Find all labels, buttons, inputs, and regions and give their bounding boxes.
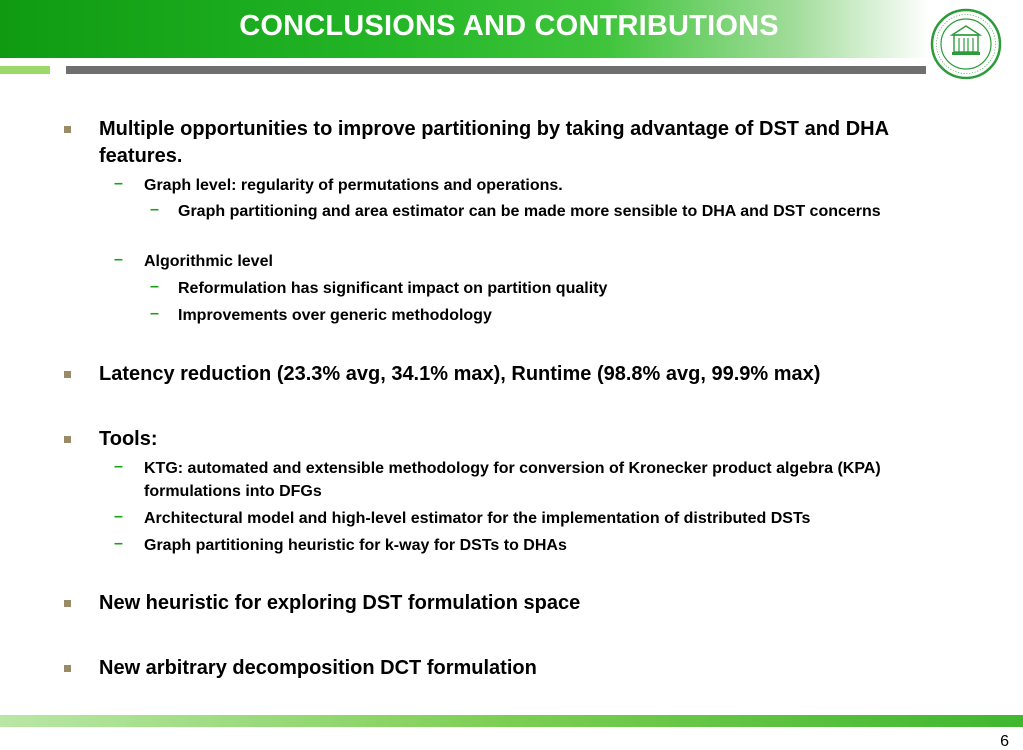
bullet-3-text: Tools: [99,428,158,450]
bullet-2-text: Latency reduction (23.3% avg, 34.1% max), Runtime (98.8% avg, 99.9% max) [99,363,821,385]
bullet-marker [64,371,71,378]
dash-marker: – [114,458,123,475]
bullet-4-text: New heuristic for exploring DST formulation space [99,592,581,614]
dash-marker: – [150,201,159,218]
dash-marker: – [114,175,123,192]
bullet-1-sub-2-sub-1-text: Reformulation has significant impact on partition quality [178,280,608,297]
dash-marker: – [114,535,123,552]
bullet-3-sub-2-text: Architectural model and high-level estimator for the implementation of distributed DSTs [144,510,811,527]
bullet-5-text: New arbitrary decomposition DCT formulation [99,657,537,679]
bullet-1-sub-1-text: Graph level: regularity of permutations and operations. [144,177,563,194]
bullet-marker [64,126,71,133]
bullet-3-sub-3-text: Graph partitioning heuristic for k-way for DSTs to DHAs [144,537,567,554]
bullet-1-sub-1-sub-1-text: Graph partitioning and area estimator can be made more sensible to DHA and DST concerns [178,203,881,220]
footer-band [0,715,1023,727]
bullet-3-sub-1-text: KTG: automated and extensible methodology for conversion of Kronecker product algebra (KPA) formulations into DFGs [144,460,881,500]
dash-marker: – [114,251,123,268]
dash-marker: – [150,305,159,322]
dash-marker: – [114,508,123,525]
bullet-marker [64,600,71,607]
dash-marker: – [150,278,159,295]
slide-title: CONCLUSIONS AND CONTRIBUTIONS [239,10,779,42]
page-number: 6 [1000,733,1009,750]
bullet-1-text: Multiple opportunities to improve partitioning by taking advantage of DST and DHA features. [99,118,889,167]
bullet-marker [64,436,71,443]
bullet-marker [64,665,71,672]
bullet-1-sub-2-sub-2-text: Improvements over generic methodology [178,307,492,324]
bullet-1-sub-2-text: Algorithmic level [144,253,273,270]
